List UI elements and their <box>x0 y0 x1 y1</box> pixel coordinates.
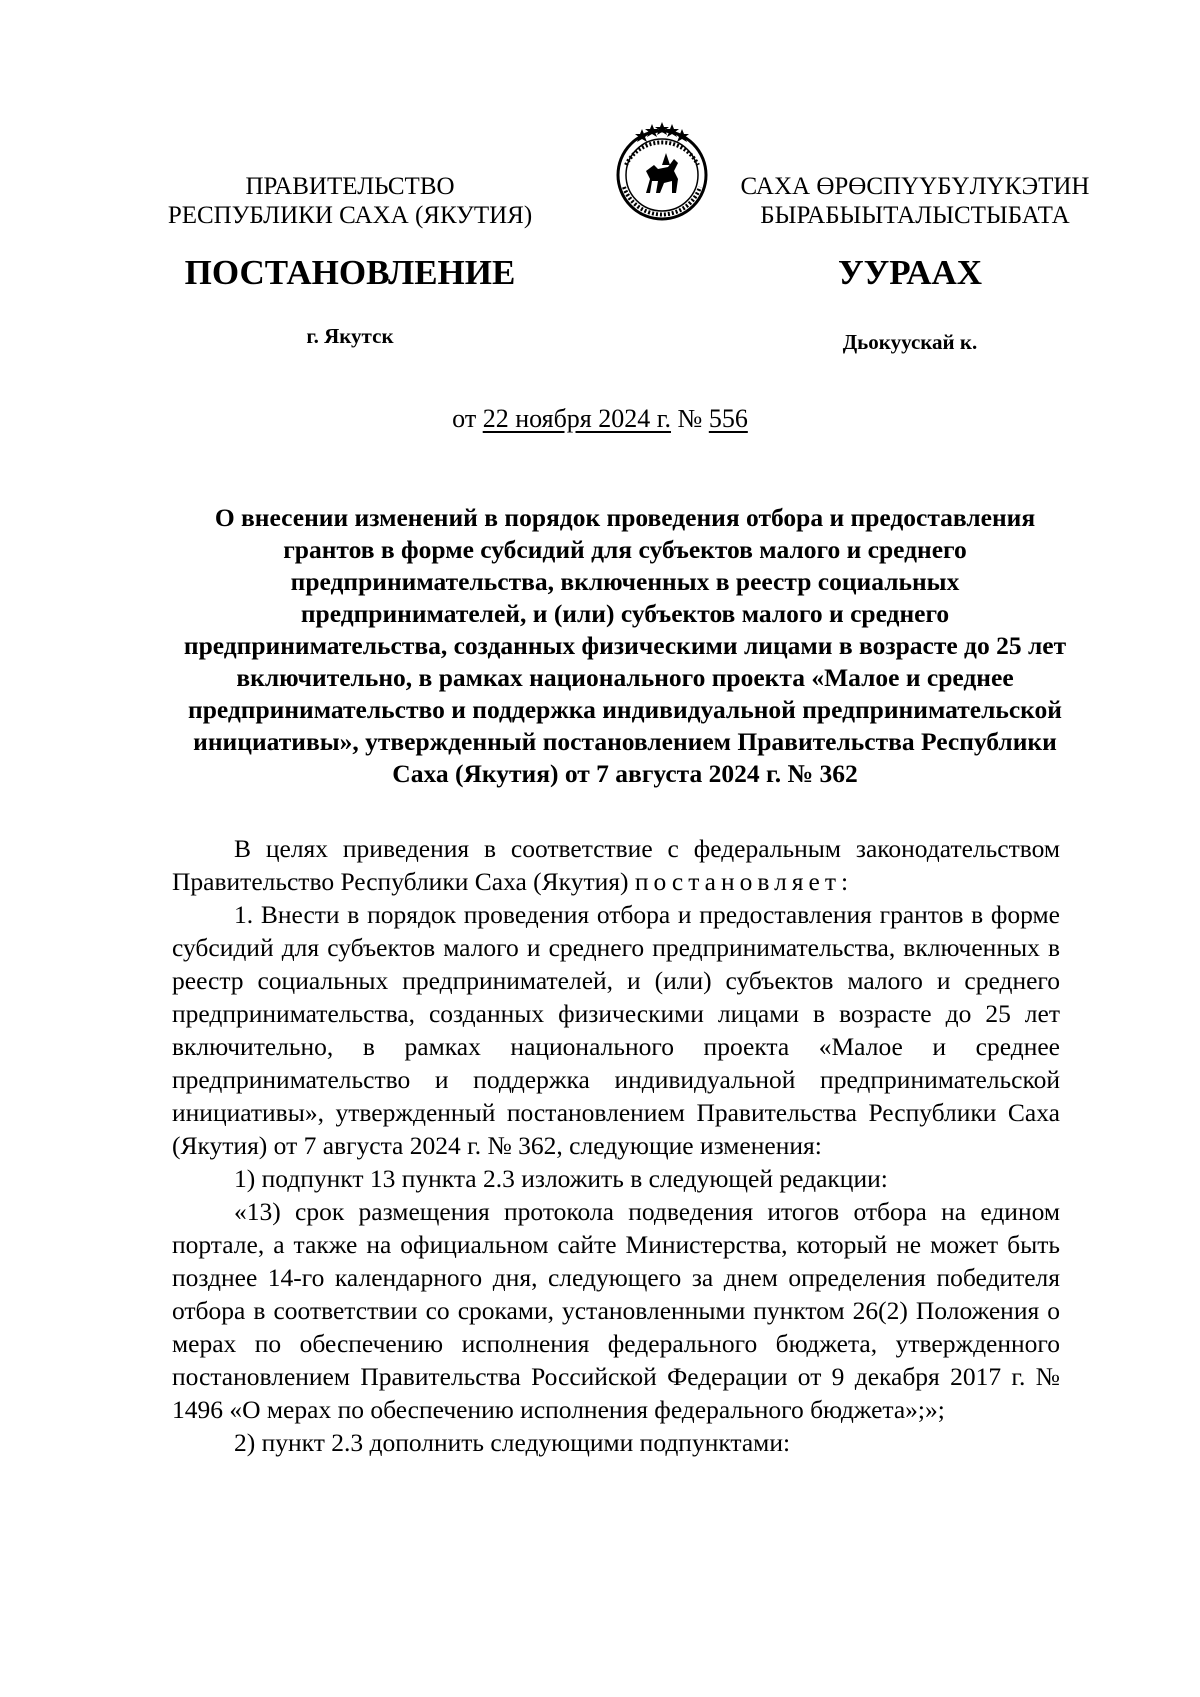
doc-type-sakha: УУРААХ <box>837 253 983 292</box>
document-number: 556 <box>708 404 748 433</box>
preamble-text: В целях приведения в соответствие с федеральным законодательством Правительство Республики Саха (Якутия) <box>172 834 1060 896</box>
document-date-line <box>0 404 1200 434</box>
issuer-line-1: ПРАВИТЕЛЬСТВО <box>245 173 455 200</box>
date-prefix: от <box>452 404 477 433</box>
preamble-paragraph <box>172 832 1060 898</box>
issuer-name-russian <box>150 172 550 230</box>
document-body <box>172 832 1060 1459</box>
issuer-line-2: РЕСПУБЛИКИ САХА (ЯКУТИЯ) <box>167 202 533 229</box>
resolves-word: постановляет: <box>634 867 854 896</box>
number-sign: № <box>677 404 703 433</box>
subclause-2-paragraph: 2) пункт 2.3 дополнить следующими подпунктами: <box>234 1428 791 1457</box>
issuer-line-1: САХА ӨРӨСПҮҮБҮЛҮКЭТИН <box>740 173 1090 200</box>
document-title: О внесении изменений в порядок проведения отбора и предоставления грантов в форме субсидий для субъектов малого и среднего предпринимательства, включенных в реестр социальных предпринимателей, и (или) субъектов малого и среднего предпринимательства, созданных физическими лицами в возрасте до 25 лет включительно, в рамках национального проекта «Малое и среднее предпринимательство и поддержка индивидуальной предпринимательской инициативы», утвержденный постановлением Правительства Республики Саха (Якутия) от 7 августа 2024 г. № 362 <box>183 503 1067 788</box>
issuer-name-sakha <box>690 172 1140 230</box>
document-date: 22 ноября 2024 г. <box>482 404 671 433</box>
city-russian: г. Якутск <box>306 324 394 348</box>
quoted-amendment-paragraph: «13) срок размещения протокола подведения итогов отбора на едином портале, а также на официальном сайте Министерства, который не может быть позднее 14-го календарного дня, следующего за днем определения победителя отбора в соответствии со сроками, установленными пунктом 26(2) Положения о мерах по обеспечению исполнения федерального бюджета, утвержденного постановлением Правительства Российской Федерации от 9 декабря 2017 г. № 1496 «О мерах по обеспечению исполнения федерального бюджета»;»; <box>172 1197 1060 1424</box>
city-sakha: Дьокуускай к. <box>842 330 978 354</box>
doc-type-russian: ПОСТАНОВЛЕНИЕ <box>184 253 516 292</box>
subclause-1-paragraph: 1) подпункт 13 пункта 2.3 изложить в следующей редакции: <box>234 1164 888 1193</box>
clause-1-paragraph: 1. Внести в порядок проведения отбора и предоставления грантов в форме субсидий для субъектов малого и среднего предпринимательства, включенных в реестр социальных предпринимателей, и (или) субъектов малого и среднего предпринимательства, созданных физическими лицами в возрасте до 25 лет включительно, в рамках национального проекта «Малое и среднее предпринимательство и поддержка индивидуальной предпринимательской инициативы», утвержденный постановлением Правительства Республики Саха (Якутия) от 7 августа 2024 г. № 362, следующие изменения: <box>172 900 1060 1160</box>
issuer-line-2: БЫРАБЫЫТАЛЫСТЫБАТА <box>760 202 1070 229</box>
